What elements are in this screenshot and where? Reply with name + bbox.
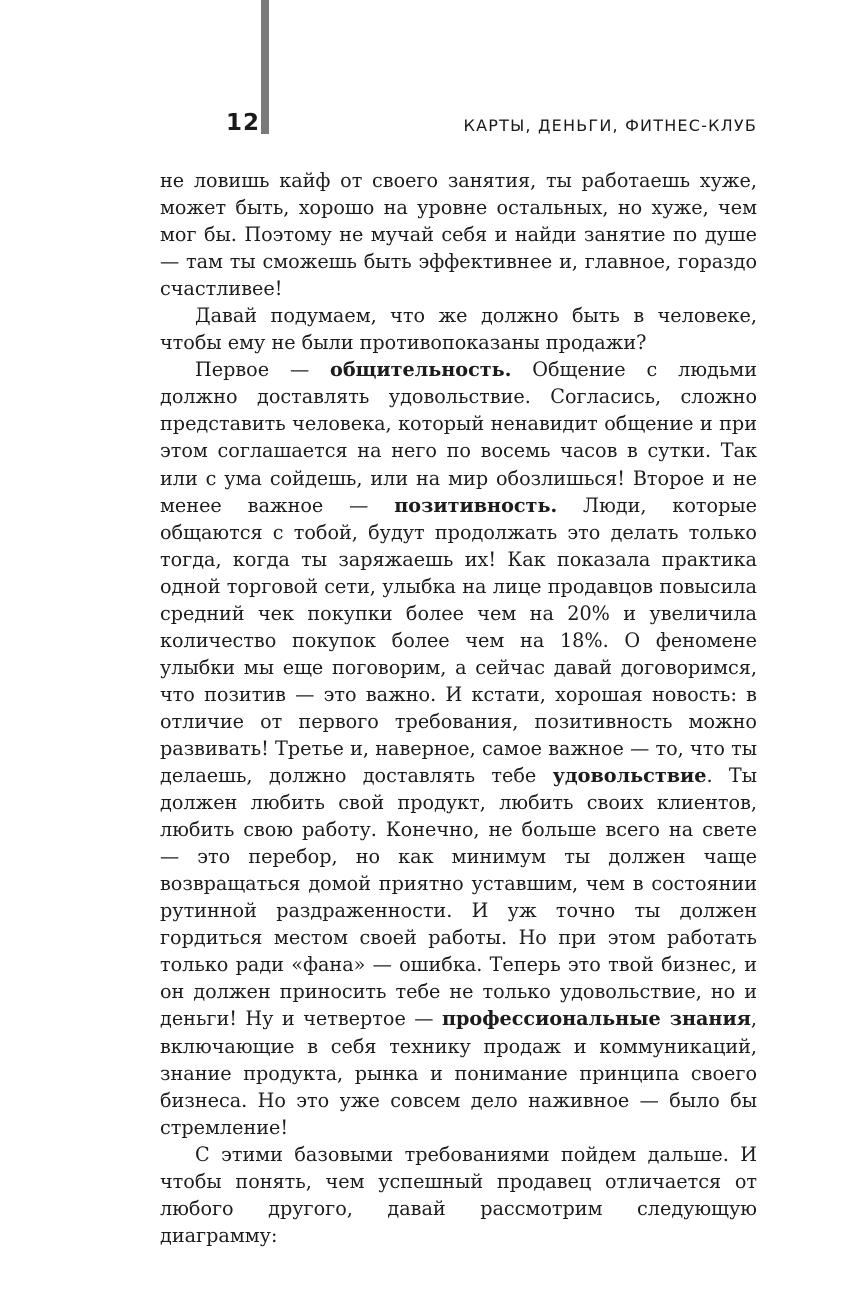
text-span: Первое — [195,358,331,382]
page-number: 12 [226,110,261,136]
text-span: Люди, которые общаются с тобой, будут продолжать это делать только тогда, когда ты заряжаешь их! Как показала практика одной торговой сети, улыбка на лице продавцов повысила средний чек покупки более чем на 20% и увеличила количество покупок более чем на 18%. О феномене улыбки мы еще поговорим, а сейчас давай договоримся, что позитив — это важно. И кстати, хорошая новость: в отличие от первого требования, позитивность можно развивать! Третье и, наверное, самое важное — то, что ты делаешь, должно доставлять тебе [160,493,757,788]
text-span: , включающие в себя технику продаж и коммуникаций, знание продукта, рынка и понимание принципа своего бизнеса. Но это уже совсем дело наживное — было бы стремление! [160,1007,757,1139]
paragraph-3 [160,356,757,1140]
header-rule [261,0,269,134]
text-span: Общение с людьми должно доставлять удовольствие. Согласись, сложно представить человека, который ненавидит общение и при этом соглашается на него по восемь часов в сутки. Так или с ума сойдешь, или на мир обозлишься! Второе и не менее важное — [160,358,758,517]
term-positivity: позитивность. [394,493,558,517]
paragraph-1: не ловишь кайф от своего занятия, ты работаешь хуже, может быть, хорошо на уровне остальных, но хуже, чем мог бы. Поэтому не мучай себя и найди занятие по душе — там ты сможешь быть эффективнее и, главное, гораздо счастливее! [160,169,757,301]
term-professional-knowledge: профессиональные знания [441,1007,751,1031]
paragraph-2: Давай подумаем, что же должно быть в человеке, чтобы ему не были противопоказаны продажи? [160,304,757,355]
text-span: . Ты должен любить свой продукт, любить своих клиентов, любить свою работу. Конечно, не больше всего на свете — это перебор, но как минимум ты должен чаще возвращаться домой приятно уставшим, чем в состоянии рутинной раздраженности. И уж точно ты должен гордиться местом своей работы. Но при этом работать только ради «фана» — ошибка. Теперь это твой бизнес, и он должен приносить тебе не только удовольствие, но и деньги! Ну и четвертое — [160,764,757,1031]
running-title: КАРТЫ, ДЕНЬГИ, ФИТНЕС-КЛУБ [463,116,757,135]
body-text [160,167,757,1249]
term-pleasure: удовольствие [552,764,707,788]
paragraph-4: С этими базовыми требованиями пойдем дальше. И чтобы понять, чем успешный продавец отличается от любого другого, давай рассмотрим следующую диаграмму: [160,1142,757,1247]
term-sociability: общительность. [330,358,512,382]
